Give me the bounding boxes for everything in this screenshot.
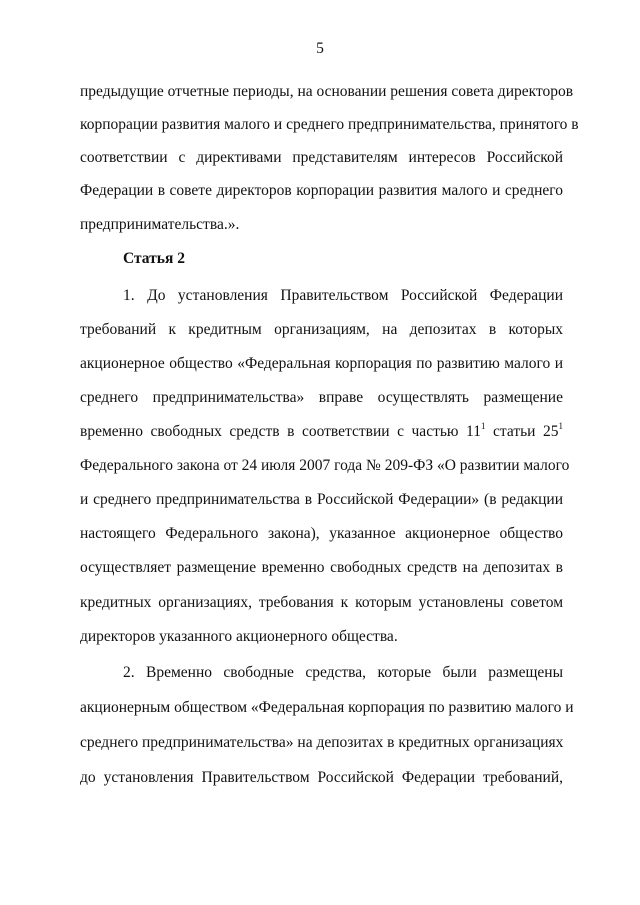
text-line: среднего предпринимательства» вправе осуществлять размещение xyxy=(80,389,563,406)
text-line: Федерального закона от 24 июля 2007 года № 209-ФЗ «О развитии малого xyxy=(80,457,570,474)
text-line: 1. До установления Правительством Российской Федерации xyxy=(123,287,563,304)
text-line: корпорации развития малого и среднего предпринимательства, принятого в xyxy=(80,116,579,133)
superscript: 1 xyxy=(480,421,486,431)
text-line: предпринимательства.». xyxy=(80,216,240,233)
text-line: до установления Правительством Российской Федерации требований, xyxy=(80,769,563,786)
text-fragment: временно свободных средств в соответствии с частью 11 xyxy=(80,423,481,440)
page-number: 5 xyxy=(316,40,324,57)
text-line: предыдущие отчетные периоды, на основании решения совета директоров xyxy=(80,83,574,100)
text-line: директоров указанного акционерного общества. xyxy=(80,628,398,645)
text-line: и среднего предпринимательства в Российской Федерации» (в редакции xyxy=(80,491,563,508)
text-line: настоящего Федерального закона), указанное акционерное общество xyxy=(80,525,563,542)
text-line: акционерное общество «Федеральная корпорация по развитию малого и xyxy=(80,355,563,372)
superscript: 1 xyxy=(558,421,563,431)
text-line: Федерации в совете директоров корпорации развития малого и среднего xyxy=(80,182,563,199)
text-line: осуществляет размещение временно свободных средств на депозитах в xyxy=(80,559,563,576)
text-fragment: статьи 25 xyxy=(493,423,559,440)
text-line: кредитных организациях, требования к которым установлены советом xyxy=(80,594,563,611)
text-line-with-superscripts xyxy=(80,422,563,442)
article-heading: Статья 2 xyxy=(123,250,185,267)
text-line: акционерным обществом «Федеральная корпорация по развитию малого и xyxy=(80,699,574,716)
text-line: среднего предпринимательства» на депозитах в кредитных организациях xyxy=(80,734,564,751)
text-line: требований к кредитным организациям, на депозитах в которых xyxy=(80,321,563,338)
text-line: соответствии с директивами представителям интересов Российской xyxy=(80,149,563,166)
text-line: 2. Временно свободные средства, которые были размещены xyxy=(123,664,563,681)
